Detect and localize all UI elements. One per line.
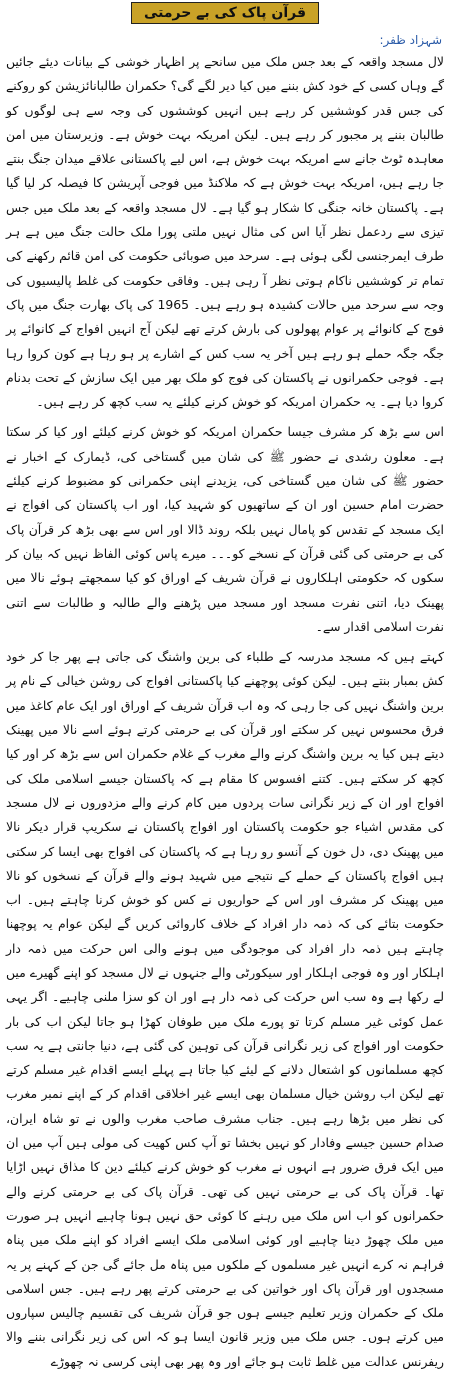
article-paragraph: لال مسجد واقعہ کے بعد جس ملک میں سانحے پر اظہار خوشی کے بیانات دیئے جائیں گے وہاں کسی کے خود کش بننے میں کیا دیر لگے گی؟ حکمران طالبانائزیشن کو روکنے کی جس قدر کوششیں کر رہے ہیں انہیں کوششوں کی وجہ سے ہی لوگوں کو طالبان بننے پر مجبور کر رہے ہیں۔ لیکن امریکہ بہت خوش ہے۔ وزیرستان میں امن معاہدہ ٹوٹ جانے سے امریکہ بہت خوش ہے، اس لیے پاکستانی علاقے میدان جنگ بنتے جا رہے ہیں، امریکہ بہت خوش ہے کہ ملاکنڈ میں فوجی آپریشن کا فیصلہ کر لیا گیا ہے۔ پاکستان خانہ جنگی کا شکار ہو گیا ہے۔ لال مسجد واقعہ کے بعد ملک میں جس تیزی سے ردعمل نظر آیا اس کی مثال نہیں ملتی پورا ملک حالت جنگ میں ہے ہر طرف ایمرجنسی لگی ہوئی ہے۔ سرحد میں صوبائی حکومت کی امن قائم رکھنے کی تمام تر کوششیں ناکام ہوتی نظر آ رہی ہیں۔ وفاقی حکومت کی غلط پالیسیوں کی وجہ سے سرحد میں حالات کشیدہ ہو رہے ہیں۔ 1965 کی پاک بھارت جنگ میں پاک فوج کے کانوائے پر عوام پھولوں کی بارش کرتے تھے لیکن آج انہیں افواج کے کانوائے پر جگہ جگہ حملے ہو رہے ہیں آخر یہ سب کس کے اشارے پر ہو رہا ہے کون کروا رہا ہے۔ فوجی حکمرانوں نے پاکستان کی فوج کو ملک بھر میں ایک سازش کے تحت بدنام کروا دیا ہے۔ یہ حکمران امریکہ کو خوش کرنے کیلئے یہ سب کچھ کر رہے ہیں۔ <box>6 54 444 410</box>
article-header <box>6 2 444 24</box>
article-body <box>6 50 444 1374</box>
article-paragraph: کہتے ہیں کہ مسجد مدرسہ کے طلباء کی برین واشنگ کی جاتی ہے پھر جا کر خود کش بمبار بنتے ہیں۔ لیکن کوئی پوچھنے کیا پاکستانی افواج کی روشن خیالی کے نام پر برین واشنگ نہیں کی جا رہی کہ وہ اب قرآن شریف کے اوراق اور ایک عام کاغذ میں فرق محسوس نہیں کر سکتے اور قرآن کی بے حرمتی کرتے ہوئے اسے نالا میں پھینک دیتے ہیں کیا یہ برین واشنگ کرنے والے مغرب کے غلام حکمران اس سے بڑھ کر اور کیا کچھ کر سکتے ہیں۔ کتنے افسوس کا مقام ہے کہ پاکستان جیسے اسلامی ملک کی افواج اور ان کے زیر نگرانی سات پردوں میں کام کرنے والے مزدوروں نے لال مسجد کی مقدس اشیاء جو حکومت پاکستان اور افواج پاکستان نے سکریپ قرار دیکر نالا میں پھینک دی، دل خون کے آنسو رو رہا ہے کہ پاکستان کی افواج بھی ایسا کر سکتی ہیں افواج پاکستان کے حملے کے نتیجے میں شہید ہونے والے قرآن کے نسخوں کو نالا میں پھینک کر مشرف اور اس کے حواریوں نے کس کو خوش کرنا چاہتے ہیں۔ اب حکومت بتائے کی کہ ذمہ دار افراد کے خلاف کاروائی کریں گے لیکن عوام یہ پوچھنا چاہتے ہیں ذمہ دار افراد کی موجودگی میں ہونے والی اس حرکت میں ذمہ دار اہلکار اور وہ فوجی اہلکار اور سیکورٹی والے جنہوں نے لال مسجد کو اپنے گھیرے میں لے رکھا ہے وہ سب اس حرکت کی ذمہ دار ہے اور ان کو سزا ملنی چاہیے۔ اگر یہی عمل کوئی غیر مسلم کرتا تو پورے ملک میں طوفان کھڑا ہو جاتا لیکن اب کی بار حکومت اور افواج کی زیر نگرانی قرآن کی توہین کی گئی ہے، دنیا جانتی ہے یہ سب کچھ مسلمانوں کو اشتعال دلانے کے لیئے کیا جاتا ہے پہلے ایسے اقدام غیر مسلم کرتے تھے لیکن اب روشن خیال مسلمان بھی ایسے غیر اخلاقی اقدام کر کے اپنے نمبر مغرب کی نظر میں بڑھا رہے ہیں۔ جناب مشرف صاحب مغرب والوں نے تو شاہ ایران، صدام حسین جیسے وفادار کو نہیں بخشا تو آپ کس کھیت کی مولی ہیں آپ میں ان میں ایک فرق ضرور ہے انہوں نے مغرب کو خوش کرنے کیلئے دین کا مذاق نہیں اڑایا تھا۔ قرآن پاک کی بے حرمتی نہیں کی تھی۔ قرآن پاک کی بے حرمتی کرنے والے حکمرانوں کو اب اس ملک میں رہنے کا کوئی حق نہیں ہونا چاہیے انہیں ہر صورت میں ملک چھوڑ دینا چاہیے اور کوئی اسلامی ملک ایسے افراد کو اپنے ملک میں پناہ فراہم نہ کرے انہیں غیر مسلموں کے ملکوں میں پناہ مل جائے گی جن کے کہنے پر یہ مسجدوں اور قرآن پاک اور خواتین کی بے حرمتی کرتے پھر رہے ہیں۔ جس اسلامی ملک کے حکمران وزیر تعلیم جیسے ہوں جو قرآن شریف کی تقسیم چالیس سپاروں میں کرتے ہوں۔ جس ملک میں وزیر قانون ایسا ہو کہ اس کی زیر نگرانی بننے والا ریفرنس عدالت میں غلط ثابت ہو جائے اور وہ پھر بھی اپنی کرسی نہ چھوڑے <box>6 649 444 1369</box>
author-byline: شہزاد ظفر: <box>379 33 442 47</box>
article-paragraph: اس سے بڑھ کر مشرف جیسا حکمران امریکہ کو خوش کرنے کیلئے اور کیا کر سکتا ہے۔ معلون رشدی نے حضور ﷺ کی شان میں گستاخی کی، ڈیمارک کے اخبار نے حضور ﷺ کی شان میں گستاخی کی، یزیدنے اپنی حکمرانی کو مضبوط کرنے کیلئے حضرت امام حسین اور ان کے ساتھیوں کو شہید کیا، اور اب پاکستان کی افواج نے ایک مسجد کے تقدس کو پامال نہیں بلکہ روند ڈالا اور اس سے بھی بڑھ کر قرآن پاک کی بے حرمتی کی گئی قرآن کے نسخے کو۔۔۔ میرے پاس کوئی الفاظ نہیں کہ بیان کر سکوں کہ حکومتی اہلکاروں نے قرآن شریف کے اوراق کو کیا سمجھتے ہوئے نالا میں پھینک دیا، اتنی نفرت مسجد اور مسجد میں پڑھنے والے طالبہ و طالبات سے اتنی نفرت اسلامی اقدار سے۔ <box>6 424 444 634</box>
article-title: قرآن پاک کی بے حرمتی <box>131 2 319 24</box>
